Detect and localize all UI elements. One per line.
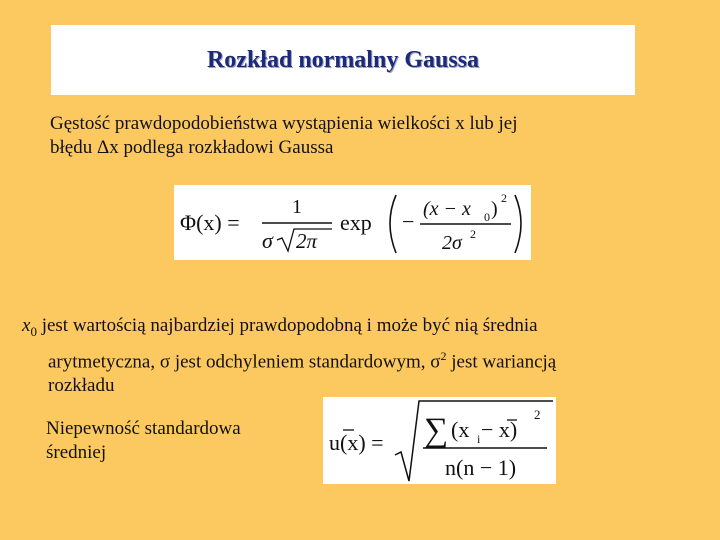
sigma-squared-symbol: σ [430,351,441,373]
mean-description-line2 [22,344,712,374]
slide-title: Rozkład normalny Gaussa [206,46,480,73]
sum-symbol: ∑ [424,412,449,449]
minus-sign: − [402,209,415,234]
mean-description-part2c: jest wariancją [446,351,557,373]
formula-numerator: 1 [292,196,302,218]
sub-i: i [477,432,481,446]
mean-description-part3: rozkładu [48,375,115,397]
den-sigma: σ [262,228,273,253]
num-pow2: 2 [501,191,507,205]
u-lhs: u(x) = [329,430,384,455]
left-paren [390,195,396,253]
minus-xbar: − x) [481,417,518,442]
exp-label: exp [340,210,372,235]
sum-pow2: 2 [534,407,541,422]
sigma-symbol: σ [159,351,171,373]
right-paren [515,195,521,253]
sub-zero: 0 [484,210,490,224]
mean-description [22,314,712,398]
gauss-description-rest: x podlega rozkładowi Gaussa [109,137,334,158]
x-symbol: x [22,315,31,336]
den-2pi: 2π [296,229,318,253]
gauss-description-line1: Gęstość prawdopodobieństwa wystąpienia wielkości x lub jej [50,113,518,134]
uncertainty-label-line1: Niepewność standardowa [46,418,241,439]
gauss-formula [174,185,531,260]
num-expr: (x − x [423,198,471,220]
gauss-description [50,112,690,160]
uncertainty-formula [323,397,556,484]
gauss-description-prefix: błędu [50,137,97,158]
sigma-superscript: 2 [440,348,447,363]
title-box [51,25,635,95]
den-pow2: 2 [470,227,476,241]
mean-description-part1: jest wartością najbardziej prawdopodobną i może być nią średnia [36,315,538,336]
denominator: n(n − 1) [445,455,517,480]
uncertainty-label [46,417,306,465]
delta-symbol: Δ [96,137,110,158]
den-expr: 2σ [442,232,462,254]
mean-description-part2b: jest odchyleniem standardowym, [170,351,431,373]
formula-lhs: Φ(x) = [180,210,240,235]
num-close: ) [491,198,498,220]
mean-description-part2a: arytmetyczna, [48,351,160,373]
uncertainty-label-line2: średniej [46,442,107,463]
x-subscript: 0 [30,323,37,339]
sum-expr: (x [451,417,470,442]
